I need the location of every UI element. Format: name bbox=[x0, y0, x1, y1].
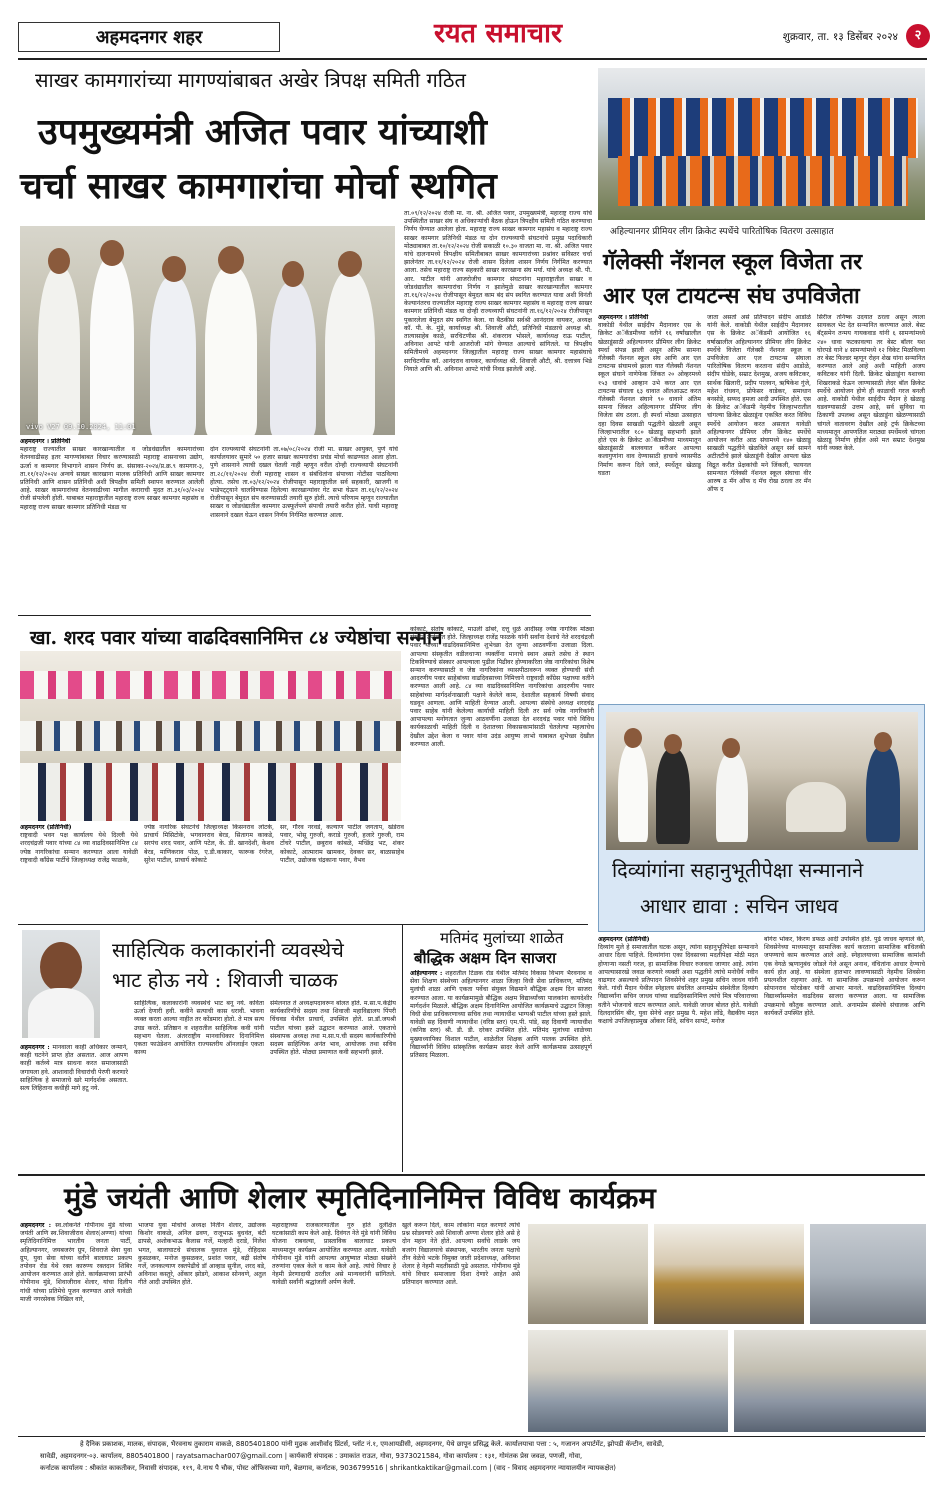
story7-photo-left bbox=[528, 1224, 648, 1324]
story5-dateline: अहमदनगर : bbox=[20, 1044, 50, 1051]
divider bbox=[18, 1174, 925, 1176]
story3-dateline: अहमदनगर (प्रतिनिधी) bbox=[20, 824, 72, 831]
footer-line2: सावेडी, अहमदनगर-०३. कार्यालय, 8805401800 | rayatsamachar007@gmail.com | कार्यकारी संपादक : उमाकांत राऊत, गोवा, 9373021584, गोवा कार्यालय : १३१, गोमंतक प्रेस जवळ, पणजी, गोवा, bbox=[40, 1452, 583, 1460]
story6-col1: अहिल्यानगर : शहरातील टिळक रोड येथील मतिमंद विकास विभाग भैरवनाथ व सेवा शिक्षण संस्थेच्या अहिल्यानगर शाळा जिल्हा विधी सेवा प्राधिकरण, मतिमंद मुलांची शाळा आणि एकता पर्वेचा संयुक्त विद्यमाने बौद्धिक अक्षम दिन साजरा करण्यात आला. या कार्यक्रमामुळे बौद्धिक अक्षम विद्यार्थ्यांच्या पालकांना कायदेशीर मार्गदर्शन मिळाले. बौद्धिक अक्षम दिनानिमित्त आयोजित कार्यक्रमाचे उद्घाटन जिल्हा विधी सेवा प्राधिकरणाच्या सचिव तथा न्यायाधीश भाग्यश्री पाटील यांच्या हस्ते झाले. यावेळी सह दिवाणी न्यायाधीश (वरिष्ठ स्तर) एम.पी. पांडे, सह दिवाणी न्यायाधीश (कनिष्ठ स्तर) श्री. डी. डी. दरेकर उपस्थित होते. मतिमंद मुलांच्या शाळेच्या मुख्याध्यापिका विशाल पाटील, शाळेतील शिक्षक आणि पालक उपस्थित होते. विद्यार्थ्यांनी विविध सांस्कृतिक कार्यक्रम सादर केले आणि कार्यक्रमास उत्साहपूर्ण प्रतिसाद मिळाला. bbox=[410, 970, 592, 1060]
story1-dateline: अहमदनगर । प्रतिनिधी bbox=[20, 438, 71, 445]
story3-photo bbox=[20, 651, 401, 821]
story6-headline-line1: मतिमंद मुलांच्या शाळेत bbox=[440, 929, 564, 947]
section-name: अहमदनगर शहर bbox=[18, 22, 280, 52]
masthead-title: रयत समाचार bbox=[433, 18, 563, 49]
story1-col2: दोन राज्यव्यापी संघटनांनी ता.०७/०८/२०२४ रोजी मा. साखर आयुक्त, पुणे यांचे कार्यालयावर सुमारे ५० हजार साखर कामगारांचा प्रचंड मोर्चा काढण्यात आला होता. पुणे शासनाने त्याची दखल घेतली नाही म्हणून वरील दोन्ही राज्यव्यापी संघटनांनी ता.२८/११/२०२४ रोजी महाराष्ट्र शासन व संबंधितांना संपाच्या नोटीसा पाठविल्या होत्या. तसेच ता.०३/१२/२०२४ रोजीपासून महाराष्ट्रातील सर्व सहकारी, खाजगी व भाडेपट्ट्याने चालविण्यास दिलेल्या कारखान्यांवर गेट सभा घेऊन ता.१६/१२/२०२४ रोजीपासून बेमुदत संप करण्यासाठी तयारी सुरु होती. त्याचे परिणाम म्हणून राज्यातील साखर व जोडधंद्यातील कामगार उत्स्फूर्तपणे संपाची तयारी करीत होते. याची महाराष्ट्र शासनाने दखल घेऊन शासन निर्णय निर्गमित करण्यात आला. bbox=[210, 446, 398, 519]
story4-headline-line2: आधार द्यावा : सचिन जाधव bbox=[640, 894, 839, 918]
story5-headline-line1: साहित्यिक कलाकारांनी व्यवस्थेचे bbox=[112, 938, 344, 962]
story5-col2: साहित्यिक, कलाकारांनी व्यवस्थेचे भाट बनू नये. कविता ऊर्जा देणारी हवी. कवीने सत्याची कास धरावी. भावना व्यक्त करता आल्या नाहीत तर कोंडमारा होतो. ते मात्र सत्य उघड करते. प्रतिष्ठान व शहरातील साहित्यिक कवी यांनी सहभाग घेतला. अंतरराष्ट्रीय मानवाधिकार दिनानिमित्त एकता फाउंडेशन आयोजित राज्यस्तरीय ऑनलाईन एकता काव्य bbox=[134, 1000, 264, 1057]
story5-col3: संमेलनात ते अध्यक्षपदावरून बोलत होते. म.सा.प.केंद्रीय कार्यकारिणीचे सदस्य तथा शिवाजी महाविद्यालय पिंपरी चिंचवड येथील प्राचार्य, उपस्थित होते. प्रा.डॉ.जयश्री पाटील यांच्या हस्ते उद्घाटन करण्यात आले. एकताचे संस्थापक अध्यक्ष तथा म.सा.प.ची सदस्य कार्यकारिणीचे सदस्य साहित्यिक अनंत भाव, आयोजक तथा सचिव उपस्थित होते. मोठ्या प्रमाणात कवी सहभागी झाले. bbox=[270, 1000, 396, 1057]
story7-col4: खुले करून दिले, काम लोकांना मदत करणारे त्यांचे प्रश्न सोडवणारे असे शिवाजी अण्णा शेलार होते असे हे दोन महान नेते होते. आपल्या सर्वांचे लाडके जय बजरंग विद्यालयाचे संस्थापक, भारतीय जनता पक्षाचे तीन वेळेचे भटके विमुक्त जाती प्रदेशाध्यक्ष, अविनाश शेलार हे नेहमी मदतीसाठी पुढे असतात. गोपीनाथ मुंडे यांचे विचार समाजाला दिशा देणारे आहेत असे प्रतिपादन करण्यात आले. bbox=[402, 1222, 520, 1287]
story3-col2: ज्येष्ठ नागरिक संघटनेचे जिल्हाध्यक्ष किसनराव लोटके, प्राचार्य मिसिटोके, भगवानराव बेरड, सितागम काकडे, सरपंच शरद पवार, आणि पटेल, के. डी. खानदेशी, केशव बेरड, माणिकराव पोळ, ए.डी.काकार, फारूक रंगरेज, सुरेश पाटील, प्राचार्य कोकाटे bbox=[144, 824, 274, 864]
story7-col1: अहमदनगर : स्व.लोकनेते गोपीनाथ मुंडे यांच्या जयंती आणि स्व.शिवाजीराव शेलार(अण्णा) यांच्या स्मृतिदिनानिमित्त भारतीय जनता पार्टी, अहिल्यानगर, जयबजरंग ग्रुप, शिवराजे सेवा युवा ग्रुप, युवा सेवा यांच्या वतीने बालाघाट प्रकल्प तपोवन रोड येथे रक्त कारुण्य रक्तदान शिबिर आयोजन करण्यात आले होते. कार्यक्रमाच्या प्रारंभी गोपीनाथ मुंडे, शिवाजीराव शेलार, यांचा दिलीप गांधी यांच्या प्रतिमेचे पूजन करण्यात आले यावेळी माजी नगरसेवक निखिल वारे, bbox=[20, 1222, 132, 1303]
story1-photo bbox=[20, 226, 395, 435]
story4-col2: बोगेरा भोकर, किरण डफळ आदी उपस्थित होते. पुढे जाधव म्हणाले की, शिवसेनेच्या माध्यमातून सामाजिक कार्य करताना सामाजिक बांधिलकी जपण्याचे काम करण्यात आले आहे. स्नेहालयाच्या सामाजिक कामांशी एक वेगळे ऋणानुबंध जोडले गेले असून अनाथ, वंचितांना आधार देण्याचे कार्य होत आहे. या संस्थेला हातभार लावण्यासाठी नेहमीच शिवसेना प्रयत्नशील राहणार आहे. या सामाजिक उपक्रमाचे आयोजन करून सोपानराव फोरडेकर यांनी आभार मानले. वाढदिवसानिमित्त दिव्यांग विद्यार्थ्यांसमवेत वाढदिवस साजरा करण्यात आला. या सामाजिक उपक्रमाचे कौतुक करण्यात आले. अनामप्रेम संस्थेचे संचालक आणि कार्यकर्ते उपस्थित होते. bbox=[764, 936, 925, 1017]
story3-headline: खा. शरद पवार यांच्या वाढदिवसानिमित्त ८४ ज्येष्ठांचा सन्मान bbox=[30, 627, 443, 649]
story2-headline-line2: आर एल टायटन्स संघ उपविजेता bbox=[603, 283, 860, 309]
story7-col3: महाराष्ट्राच्या राजकारणातील गुरु होते दुर्लक्षित घटकांसाठी काम केले आहे. दिवंगत नेते मुंडे यांनी विविध योजना राबवल्या, प्रास्ताविक बालाघाट प्रकल्प माध्यमातून कार्यक्रम आयोजित करण्यात आला. यावेळी गोपीनाथ मुंडे यांनी आपल्या आयुष्यात मोठ्या संख्येने तरुणांना एकत्र केले व काम केले आहे. त्यांचे विचार हे नेहमी प्रेरणादायी ठरतील असे मान्यवरांनी सांगितले. यावेळी सर्वांनी श्रद्धांजली अर्पण केली. bbox=[272, 1222, 396, 1287]
page-number: २ bbox=[906, 24, 930, 48]
divider bbox=[18, 1436, 925, 1437]
story1-headline-line1: उपमुख्यमंत्री अजित पवार यांच्याशी bbox=[38, 111, 488, 153]
story1-col1: अहमदनगर । प्रतिनिधी महाराष्ट्र राज्यातील साखर कारखान्यातील व जोडधंद्यातील कामगारांच्या वेतनवाढीसह इतर मागण्यांबाबत विचार करण्यासाठी महाराष्ट्र शासनाच्या उद्योग, ऊर्जा व कामगार विभागाने शासन निर्णय क्र. संसाका-२०२४/प्र.क्र.९ कामगार-३, ता.११/१२/२०२४ अन्वये साखर कारखाना मालक प्रतिनिधी आणि साखर कामगार प्रतिनिधी आणि शासन प्रतिनिधी अशी त्रिपक्षीय समिती स्थापन करण्यात आलेली आहे. साखर कामगारांच्या वेतनवाढीच्या मागील कराराची मुदत ता.३१/०३/२०२४ रोजी संपलेली होती. याबाबत महाराष्ट्रातील महाराष्ट्र राज्य साखर कामगार महासंघ व महाराष्ट्र राज्य साखर कामगार प्रतिनिधी मंडळ या bbox=[20, 438, 204, 511]
story1-headline-line2: चर्चा साखर कामगारांचा मोर्चा स्थगित bbox=[20, 165, 497, 207]
story6-headline-line2: बौद्धिक अक्षम दिन साजरा bbox=[414, 949, 557, 967]
photo-timestamp: vivo V27 09.10.2024, 11:01 bbox=[26, 423, 136, 431]
story1-col3: ता.०९/१२/२०२४ रोजी मा. ना. श्री. अजित पवार, उपमुख्यमंत्री, महाराष्ट्र राज्य यांचे उपस्थितीत साखर संघ व अधिकाऱ्यांची बैठक होऊन त्रिपक्षीय समिती गठित करण्याचा निर्णय घेण्यात आलेला होता. महाराष्ट्र राज्य साखर कामगार महासंघ व महाराष्ट्र राज्य साखर कामगार प्रतिनिधी मंडळ या दोन राज्यव्यापी संघटनांचे प्रमुख पदाधिकारी मोठ्याबाबत ता.१०/१२/२०२४ रोजी सकाळी १०.३० वाजता मा. ना. श्री. अजित पवार यांचे दालनामध्ये त्रिपक्षीय समितीबाबत साखर कामगारांच्या प्रश्नांवर सविस्तर चर्चा झालेनंतर ता.११/१२/२०२४ रोजी शासन दिलेला शासन निर्णय निर्गमित करण्यात आला. तसेच महाराष्ट्र राज्य सहकारी साखर कारखाना संघ मर्या. यांचे अध्यक्ष श्री. पी. आर. पाटील यांनी आजरोजीच कामगार संघटनांना महाराष्ट्रातील साखर व जोडधंद्यातील कामगारांचा निर्णय न झालेमुळे साखर कारखान्यातील कामगार ता.१६/१२/२०२४ रोजीपासून बेमुदत काम बंद संप स्थगित करण्यात यावा अशी विनंती केल्यानंतरच राज्यातील महाराष्ट्र राज्य साखर कामगार महासंघ व महाराष्ट्र राज्य साखर कामगार प्रतिनिधी मंडळ या दोन्ही राज्यव्यापी संघटनांनी ता.१६/१२/२०२४ रोजीपासून पुकारलेला बेमुदत संप स्थगित केला. या बैठकीस सर्वश्री आनंदराव वायकर, अध्यक्ष कॉ. पी. के. मुंडे, कार्याध्यक्ष श्री. शिवाजी औटी, प्रतिनिधी मंडळाचे अध्यक्ष श्री. तात्यासाहेब काळे, सरचिटणीस श्री. शंकरराव भोसले, कार्याध्यक्ष राऊ पाटील, अविनाश आपटे यांनी आजरोजी मांगे घेण्यात आल्याचे सांगितले. या त्रिपक्षीय समितीमध्ये अहमदनगर जिल्ह्यातील महाराष्ट्र राज्य साखर कामगार महासंघाचे सरचिटणीस कॉ. आनंदराव वायकर, कार्याध्यक्ष श्री. शिवाजी औटी, श्री. दत्तात्रय भिडे नियाते आणि श्री. अविनाश आपटे यांची निवड झालेली आहे. bbox=[404, 210, 592, 373]
story5-portrait bbox=[22, 930, 100, 1038]
story3-col1: अहमदनगर (प्रतिनिधी) राष्ट्रवादी भवन पक्ष कार्यालय येथे दिल्ली येथे शरदचंद्रजी पवार यांच्या ८४ व्या वाढदिवसानिमित्त ८४ ज्येष्ठ नागरिकांचा सन्मान करण्यात आला यावेळी राष्ट्रवादी काँग्रेस पार्टीचे जिल्हाध्यक्ष राजेंद्र फाळके, bbox=[20, 824, 138, 864]
story7-dateline: अहमदनगर : bbox=[20, 1222, 52, 1229]
story2-col1: अहमदनगर । प्रतिनिधी वाकोडी येथील साईदीप मैदानावर एस के क्रिकेट अॅकॅडमीच्या वतीने १६ वर्षांखालील खेळाडूंसाठी अहिल्यानगर प्रीमियर लीग क्रिकेट स्पर्धा संपन्न झाली असून अंतिम सामना गॅलेक्सी नॅशनल स्कूल संघ आणि आर एल टायटन्स संघामध्ये झाला यात गॅलेक्सी नॅशनल स्कूल संघाने नाणेफेक जिंकत २० ओव्हरमध्ये १५३ धावांचे आव्हान उभे करत आर एल टायटन्स संघाला ६३ धावात ऑलआऊट करत गॅलेक्सी नॅशनल संघाने ९० धावाने अंतिम सामना जिंकत अहिल्यानगर प्रीमियर लीग विजेता संघ ठरला. ही स्पर्धा मोठ्या उत्साहात दहा दिवस साखळी पद्धतीने खेळली असून जिल्हाभरातील १८० खेळाडू सहभागी झाले होते एस के क्रिकेट अॅकॅडमीच्या माध्यमातून खेळाडूंसाठी बालवयात करीअर आपल्या कलागुणांना वाव देण्यासाठी हाचाचे व्यासपीठ निर्माण करून दिले जाते, स्पर्धेतून खेळाडू घडता bbox=[598, 314, 701, 477]
story7-headline: मुंडे जयंती आणि शेलार स्मृतिदिनानिमित्त विविध कार्यक्रम bbox=[64, 1181, 656, 1215]
story5-col1: अहमदनगर : मानवाला काही अधिकार जन्माने, काही घटनेने प्राप्त होत असतात. आज आपण काही कर्तव्ये मात्र साधना करत समाजासाठी जगायला हवे. आशावादी विचारांची पेरणी करणारे साहित्यिक हे समाजाचे खरे मार्गदर्शक असतात. सत्य लिहिताना कधीही मागे हटू नये. bbox=[20, 1044, 128, 1093]
footer-line1: हे दैनिक प्रकाशक, मालक, संपादक, भैरवनाथ तुकाराम वाकळे, 8805401800 यांनी मुद्रक आशीर्वाद प्रिंटर्स, प्लॉट नं.१, एमआयडीसी, अहमदनगर, येथे छापून प्रसिद्ध केले. कार्यालयाचा पत्ता : ५, गजानन अपार्टमेंट, झोपडी कॅन्टीन, सावेडी, bbox=[80, 1440, 665, 1448]
story2-photo-caption: अहिल्यानगर प्रीमियर लीग क्रिकेट स्पर्धेचे पारितोषिक वितरण उत्साहात bbox=[610, 227, 834, 237]
masthead bbox=[18, 20, 927, 60]
story1-kicker: साखर कामगारांच्या मागण्यांबाबत अखेर त्रिपक्ष समिती गठित bbox=[35, 68, 466, 92]
story7-col2: भाजपा युवा मोर्चाचे अध्यक्ष नितीन शेलार, उद्योजक किशोर वाकळे, अनिल ढवण, राजूभाऊ बुधवंत, बंटी ढापसे, अशोकभाऊ कैलास गर्जे, मल्हारी दराडे, निलेश भगत, बालाघाटचे संचालक युवराज मुंडे, रोहिदास कुसळकर, मनोज कुसळकर, प्रशांत पवार, बद्री संतोष गर्जे, जनकल्याण रक्तपेढीचे डॉ आव्हाड सुनील, शरद बडे, अविनाश कस्तुरे, ओंकार झोडगे, आकाश सोनवणे, अतुल गीते आदी उपस्थित होते. bbox=[138, 1222, 266, 1287]
story7-photo-bottom-left bbox=[528, 1330, 728, 1432]
story2-col3: सिरीज तनिष्क उदयात ठरला असून त्याला सायकल भेट देत सन्मानित करण्यात आले. बेस्ट बॅट्समेन तन्मय गायकवाड यांनी ६ सामन्यांमध्ये २४० धावा फटकावल्या तर बेस्ट बॉलर यश घोरपडे याने ४ सामन्यांमध्ये १२ विकेट मिळविल्या तर बेस्ट फिल्डर म्हणून रोहन शेख यांना सन्मानित करण्यात आले आहे अशी माहिती अजय कविटकर यांनी दिली. क्रिकेट खेळाडूंना यशाच्या शिखराकडे घेऊन जाण्यासाठी लेदर बॉल क्रिकेट स्पर्धेचे आयोजन होणे ही काळाची गरज बनली आहे. वाकोडी येथील साईदीप मैदान हे खेळाडू घडवण्यासाठी उत्तम आहे, सर्व सुविधा या ठिकाणी उपलब्ध असून खेळाडूंना खेळण्यासाठी चांगले वातावरण देखील आहे ट्रर्फ क्रिकेटच्या माध्यमातून आपणतिल मराठ्या स्पर्धेमध्ये चांगला खेळाडू निर्माण होईल असे मत सम्राट देशमुख यांनी व्यक्त केले. bbox=[817, 314, 925, 453]
masthead-date: शुक्रवार, ता. १३ डिसेंबर २०२४ bbox=[782, 31, 898, 43]
story4-headline-line1: दिव्यांगांना सहानुभूतीपेक्षा सन्मानाने bbox=[612, 858, 864, 882]
story3-col3: सर, गौरव नरवडे, कल्याण पाटील जगताप, खंडेराव पवार, भोसू गुरुजी, कराडे गुरुजी, हजारे गुरुजी, राम टोंचरे पाटील, छबुराव कांबळे, मच्छिंद्र भट, शंकर कोकाटे, आत्माराम खामकर, देवकर सर, बाळासाहेब पाटील, उद्योजक चंद्रकाना पवार, वैभव bbox=[280, 824, 404, 864]
divider bbox=[18, 615, 591, 616]
story5-headline-line2: भाट होऊ नये : शिवाजी चाळक bbox=[112, 968, 338, 992]
story4-photo bbox=[606, 712, 918, 850]
story4-col1: अहमदनगर (प्रतिनिधी) दिव्यांग मुले हे समाजातील घटक असून, त्यांना सहानुभूतिपेक्षा सन्मानाने आधार दिला पाहिजे. दिव्यांगांना एका दिवसाच्या मदतीपेक्षा मोठी मदत होणाऱ्या नसती गरज, हा सामाजिक विचार रुजवला जाणार आहे. त्यांना आपल्यासारखे जवळ करणारे व्यक्ती अशा पद्धतीने त्यांचे मनोधैर्य नवीन वाढणार असल्याचे प्रतिपादन शिवसेनेचे शहर प्रमुख सचिन जाधव यांनी केले. गांधी मैदान येथील स्नेहालय संचलित अनामप्रेम संस्थेतील दिव्यांग विद्यार्थ्यांना सचिन जाधव यांच्या वाढदिवसानिमित्त त्यांचे मित्र परिवाराच्या वतीने भोजनाचे वाटप करण्यात आले. यावेळी जाधव बोलत होते. यावेळी दिलदारसिंग बीर, युवा सेनेचे शहर प्रमुख पै. महेश लोंढे, वैद्यकीय मदत कक्षाचे उपजिल्हाप्रमुख ओंकार शिंदे, सचिन सापटे, मनोज bbox=[598, 936, 758, 1026]
story6-dateline: अहिल्यानगर : bbox=[410, 970, 443, 977]
story2-headline-line1: गॅलेक्सी नॅशनल स्कूल विजेता तर bbox=[603, 249, 863, 275]
story2-col2: जाता असतो असे प्रतिपादन संदीप आडोळे यांनी केले. वाकोडी येथील साईदीप मैदानावर एस के क्रिकेट अॅकॅडमी आयोजित १६ वर्षाखालील अहिल्यानगर प्रीमियर लीग क्रिकेट स्पर्धेचे विजेता गॅलेक्सी नॅशनल स्कूल व उपविजेता आर एल टायटन्स संघाला पारितोषिक वितरण करताना संदीप आडोळे, संदीप घोडेके, सम्राट देशमुख, अजय कविटकर, सार्थक खिलारी, प्रदीप पालवन, ऋषिकेश गुंजे, महेश रांधवन, प्रोफेसर वाडेकर, समाधान बनसोडे, सय्यद हमजा आदी उपस्थित होते. एस के क्रिकेट अॅकॅडमी नेहमीच जिल्हाभरातील चांगल्या क्रिकेट खेळाडूंना एकत्रित करत विविध स्पर्धेचे आयोजन करत असतात यावेळी अहिल्यानगर प्रीमियर लीग क्रिकेट स्पर्धेचे आयोजन करीत आठ संघामध्ये १४० खेळाडू साखळी पद्धतीने खेळविले असून सर्व सामने अटीतटीचे झाले खेळाडूंनी देखील आपला खेळ विद्रूत करीत प्रेक्षकांची मने जिंकली, फायनल सामन्यात गॅलेक्सी नॅशनल स्कूल संघाचा वीर आरुष ढ मॅन ऑफ द मॅच रोख ठरला तर मॅन ऑफ द bbox=[707, 314, 811, 494]
story3-col4: कोकाटे, संतोष कोकाटे, माउली ढोंबरे, दत्तू धुळे आदींसह ज्येष्ठ नागरिक मोठ्या संख्येने उपस्थित होते. जिल्हाध्यक्ष राजेंद्र फाळके यांनी सर्वांना देशाचे नेते शरदचंद्रजी पवार यांच्या वाढदिवसानिमित्त शुभेच्छा देत जुन्या आठवणींना उजाळा दिला. आपल्या संस्कृतीत वडीलधाऱ्या व्यक्तींना मानाचे स्थान असते तसेच ते स्थान टिकविण्याचे संस्कार आपल्याला पुढील पिढीवर होण्याकरिता जेष्ठ नागरिकांचा विशेष सन्मान करण्यासाठी व जेष्ठ नागरिकांना व्यासपीठावरून व्यक्त होण्याची संधी आदरणीय पवार साहेबांच्या वाढदिवसाच्या निमित्ताने राष्ट्रवादी काँग्रेस पक्षाच्या वतीने करण्यात आली आहे. ८४ व्या वाढदिवसानिमित्त नागरिकांचा आदरणीय पवार साहेबांच्या मार्गदर्शनाखाली पक्षाने केलेले काम, देशातील सहकार्य विषयी संवाद घडवून आणला. आणि माहिती देण्यात आली. आपल्या संस्थेचे अध्यक्ष शरदचंद्र पवार साहेब यांनी केलेल्या कार्याची माहिती दिली तर सर्व ज्येष्ठ नागरिकांनी आपापल्या मनोगतात जुन्या आठवणींना उजाळा देत शरदचंद्र पवार यांचे विविध कार्यकाळाची माहिती दिली व देशातच्या विकासकामांसाठी चेतलेल्या महत्वाचेच देखील उद्देश केला व पवार यांना उदंड आयुष्य लाभो याबाबत शुभेच्छा देखील करण्यात आली. bbox=[410, 626, 594, 748]
story2-photo bbox=[598, 68, 925, 220]
story7-photo-bottom-right bbox=[734, 1330, 926, 1432]
divider bbox=[402, 924, 403, 1172]
story2-dateline: अहमदनगर । प्रतिनिधी bbox=[598, 314, 649, 321]
divider bbox=[18, 924, 588, 925]
footer-line3: कर्नाटक कार्यालय : श्रीकांत काकतीकर, निवासी संपादक, ११९, वे.नाथ पै चौक, पोस्ट ऑफिसच्या मागे, बेळगाव, कर्नाटक, 9036799516 | shrikantkaktikar@gmail.com | (वाद - विवाद अहमदनगर न्यायालयीन न्यायकक्षेत) bbox=[40, 1464, 616, 1472]
story7-photo-center bbox=[654, 1224, 804, 1324]
story7-photo-right bbox=[810, 1224, 926, 1324]
story4-dateline: अहमदनगर (प्रतिनिधी) bbox=[598, 936, 650, 943]
